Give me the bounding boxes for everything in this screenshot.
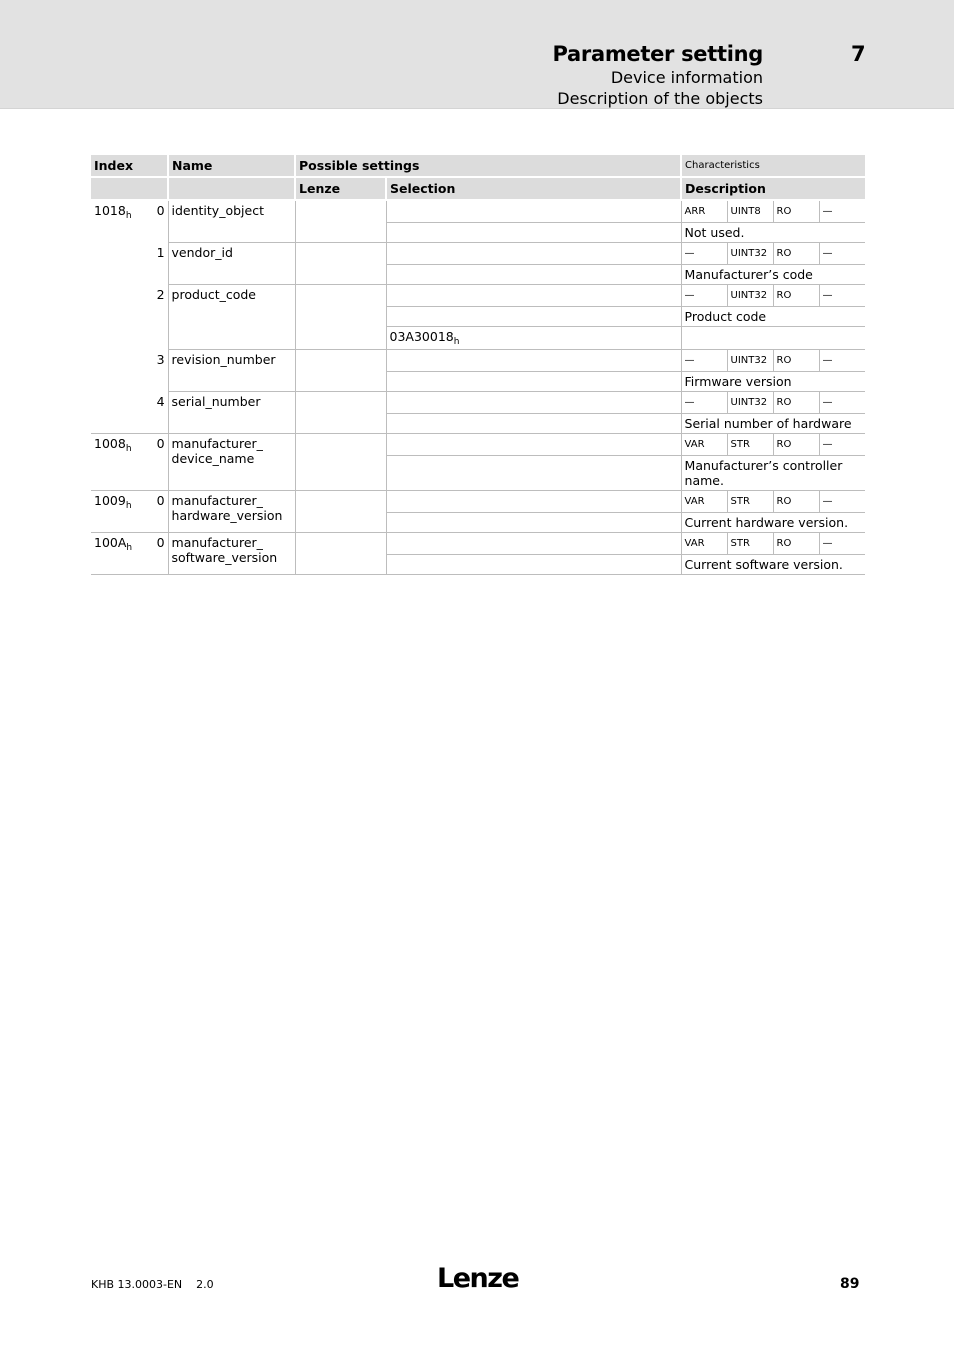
header-index: Index	[91, 155, 168, 177]
char-extra: —	[819, 200, 865, 223]
char-type: —	[681, 392, 727, 414]
cell-description: Manufacturer’s code	[681, 265, 865, 285]
selection-suffix: h	[453, 337, 460, 347]
page-header	[0, 0, 954, 109]
index-suffix: h	[126, 543, 133, 553]
char-extra: —	[819, 392, 865, 414]
char-type: —	[681, 285, 727, 307]
table-row	[91, 491, 865, 513]
table-header-row	[91, 155, 865, 177]
cell-name: serial_number	[168, 392, 295, 434]
header-selection: Selection	[386, 177, 681, 200]
cell-index	[91, 285, 141, 350]
char-type: ARR	[681, 200, 727, 223]
cell-subindex: 1	[141, 243, 168, 285]
char-datatype: UINT8	[727, 200, 773, 223]
cell-subindex: 0	[141, 200, 168, 243]
cell-selection	[386, 533, 681, 555]
cell-index	[91, 392, 141, 434]
cell-description: Not used.	[681, 223, 865, 243]
char-datatype: UINT32	[727, 285, 773, 307]
char-access: RO	[773, 243, 819, 265]
char-extra: —	[819, 243, 865, 265]
cell-index	[91, 434, 141, 491]
lenze-logo: Lenze	[437, 1263, 519, 1294]
cell-index	[91, 491, 141, 533]
cell-subindex: 2	[141, 285, 168, 350]
cell-lenze	[295, 392, 386, 434]
cell-selection	[386, 491, 681, 513]
cell-selection	[386, 243, 681, 265]
index-value: 1018	[94, 203, 126, 218]
cell-lenze	[295, 491, 386, 533]
header-description: Description	[681, 177, 865, 200]
cell-description: Firmware version	[681, 372, 865, 392]
cell-name: product_code	[168, 285, 295, 350]
header-possible-settings: Possible settings	[295, 155, 681, 177]
table-row	[91, 350, 865, 372]
cell-selection	[386, 414, 681, 434]
cell-lenze	[295, 200, 386, 243]
table-row	[91, 200, 865, 223]
index-suffix: h	[125, 211, 132, 221]
table-row	[91, 392, 865, 414]
char-access: RO	[773, 285, 819, 307]
char-datatype: STR	[727, 533, 773, 555]
cell-selection	[386, 555, 681, 575]
header-lenze: Lenze	[295, 177, 386, 200]
section-title: Device information	[610, 68, 763, 87]
char-datatype: STR	[727, 434, 773, 456]
char-extra: —	[819, 491, 865, 513]
document-version: 2.0	[196, 1278, 214, 1291]
cell-name: identity_object	[168, 200, 295, 243]
object-table	[91, 155, 865, 575]
char-extra: —	[819, 533, 865, 555]
char-datatype: STR	[727, 491, 773, 513]
index-value: 1008	[94, 436, 126, 451]
cell-selection	[386, 265, 681, 285]
footer-doc-id	[91, 1278, 214, 1291]
table-row	[91, 533, 865, 555]
cell-selection	[386, 513, 681, 533]
cell-description: Serial number of hardware	[681, 414, 865, 434]
cell-description: Product code	[681, 307, 865, 327]
header-characteristics: Characteristics	[681, 155, 865, 177]
selection-value: 03A30018	[389, 329, 454, 344]
cell-name: vendor_id	[168, 243, 295, 285]
char-access: RO	[773, 533, 819, 555]
cell-subindex: 0	[141, 491, 168, 533]
char-datatype: UINT32	[727, 392, 773, 414]
index-suffix: h	[125, 501, 132, 511]
cell-description: Current software version.	[681, 555, 865, 575]
cell-selection	[386, 285, 681, 307]
char-access: RO	[773, 434, 819, 456]
cell-lenze	[295, 350, 386, 392]
cell-index	[91, 200, 141, 243]
char-type: VAR	[681, 434, 727, 456]
cell-selection	[386, 200, 681, 223]
subheader-empty	[91, 177, 168, 200]
table-subheader-row	[91, 177, 865, 200]
cell-index	[91, 243, 141, 285]
cell-description-empty	[681, 327, 865, 350]
char-extra: —	[819, 434, 865, 456]
cell-name: revision_number	[168, 350, 295, 392]
cell-selection	[386, 372, 681, 392]
cell-subindex: 3	[141, 350, 168, 392]
char-extra: —	[819, 350, 865, 372]
header-name: Name	[168, 155, 295, 177]
char-type: —	[681, 350, 727, 372]
cell-index	[91, 350, 141, 392]
char-type: VAR	[681, 533, 727, 555]
cell-index	[91, 533, 141, 575]
cell-selection	[386, 223, 681, 243]
table-row	[91, 285, 865, 307]
cell-selection	[386, 456, 681, 491]
cell-subindex: 4	[141, 392, 168, 434]
page-number: 89	[840, 1276, 860, 1292]
cell-name: manufacturer_ device_name	[168, 434, 295, 491]
cell-lenze	[295, 533, 386, 575]
cell-selection	[386, 307, 681, 327]
char-access: RO	[773, 491, 819, 513]
cell-subindex: 0	[141, 533, 168, 575]
cell-selection	[386, 392, 681, 414]
char-extra: —	[819, 285, 865, 307]
cell-subindex: 0	[141, 434, 168, 491]
chapter-title: Parameter setting	[552, 42, 763, 66]
cell-description: Manufacturer’s controller name.	[681, 456, 865, 491]
subheader-empty-name	[168, 177, 295, 200]
cell-lenze	[295, 243, 386, 285]
char-datatype: UINT32	[727, 243, 773, 265]
table-row	[91, 434, 865, 456]
cell-description: Current hardware version.	[681, 513, 865, 533]
cell-lenze	[295, 285, 386, 350]
char-access: RO	[773, 392, 819, 414]
cell-selection	[386, 434, 681, 456]
cell-selection	[386, 350, 681, 372]
char-datatype: UINT32	[727, 350, 773, 372]
subsection-title: Description of the objects	[557, 89, 763, 108]
index-suffix: h	[125, 444, 132, 454]
char-type: —	[681, 243, 727, 265]
char-type: VAR	[681, 491, 727, 513]
cell-name: manufacturer_ software_version	[168, 533, 295, 575]
index-value: 1009	[94, 493, 126, 508]
table-row	[91, 243, 865, 265]
cell-name: manufacturer_ hardware_version	[168, 491, 295, 533]
cell-lenze	[295, 434, 386, 491]
chapter-number: 7	[851, 42, 866, 66]
char-access: RO	[773, 350, 819, 372]
cell-selection-value	[386, 327, 681, 350]
document-number: KHB 13.0003-EN	[91, 1278, 183, 1291]
index-value: 100A	[94, 535, 127, 550]
char-access: RO	[773, 200, 819, 223]
